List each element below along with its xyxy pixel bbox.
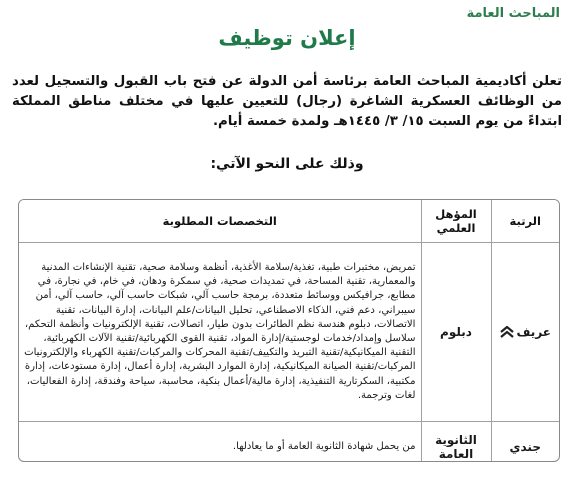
jobs-table: [19, 200, 559, 462]
cell-qualification: الثانوية العامة: [421, 422, 491, 463]
table-header-row: [19, 200, 559, 243]
cell-rank: جندي: [491, 422, 559, 463]
jobs-table-container: [18, 199, 560, 462]
page-title: إعلان توظيف: [218, 26, 356, 50]
double-chevron-icon: [500, 326, 514, 338]
table-row: [19, 243, 559, 422]
cell-specializations: تمريض، مختبرات طبية، تغذية/سلامة الأغذية، أنظمة وسلامة صحية، تقنية الإنشاءات المدنية والمعمارية، تقنية المساحة، في تمديدات صحية، في سمكرة ودهان، في خام، في نجارة، في مطابع، جرافيكس ووسائط متعددة، برمجة حاسب آلي، شبكات حاسب آلي، حاسب آلي، أمن سيبراني، دعم فني، الذكاء الاصطناعي، تحليل البيانات/علم البيانات، إدارة البيانات، تقنية الاتصالات، دبلوم هندسة نظم الطائرات بدون طيار، اتصالات، تقنية الإلكترونيات وأنظمة التحكم، سلاسل وإمداد/خدمات لوجستية/إدارة المواد، تقنية القوى الكهربائية/تقنية الآلات الكهربائية، التقنية الميكانيكية/تقنية التبريد والتكييف/تقنية المحركات والمركبات/تقنية الكهرباء والإلكترونيات المركبات/تقنية الصيانة الميكانيكية، إدارة الموارد البشرية، إدارة أعمال، إدارة مستودعات، إدارة مكتبية، السكرتارية التنفيذية، إدارة مالية/أعمال بنكية، محاسبة، سياحة وفندقة، إدارة الفعاليات، لغات وترجمة.: [19, 243, 421, 422]
header-qualification: المؤهل العلمي: [421, 200, 491, 243]
rank-with-insignia: [500, 325, 551, 339]
rank-label: عريف: [516, 324, 551, 339]
table-row: [19, 422, 559, 463]
cell-qualification: دبلوم: [421, 243, 491, 422]
cell-specializations: من يحمل شهادة الثانوية العامة أو ما يعادلها.: [19, 422, 421, 463]
intro-paragraph: تعلن أكاديمية المباحث العامة برئاسة أمن الدولة عن فتح باب القبول والتسجيل لعدد من الوظائف العسكرية الشاغرة (رجال) للتعيين عليها في مختلف مناطق المملكة ابتداءً من يوم السبت ١٥/ ٣/ ١٤٤٥هـ ولمدة خمسة أيام.: [12, 74, 562, 129]
subtitle: وذلك على النحو الآتي:: [210, 156, 364, 172]
cell-rank: [491, 243, 559, 422]
header-specializations: التخصصات المطلوبة: [19, 200, 421, 243]
header-rank: الرتبة: [491, 200, 559, 243]
org-name: المباحث العامة: [466, 6, 560, 21]
